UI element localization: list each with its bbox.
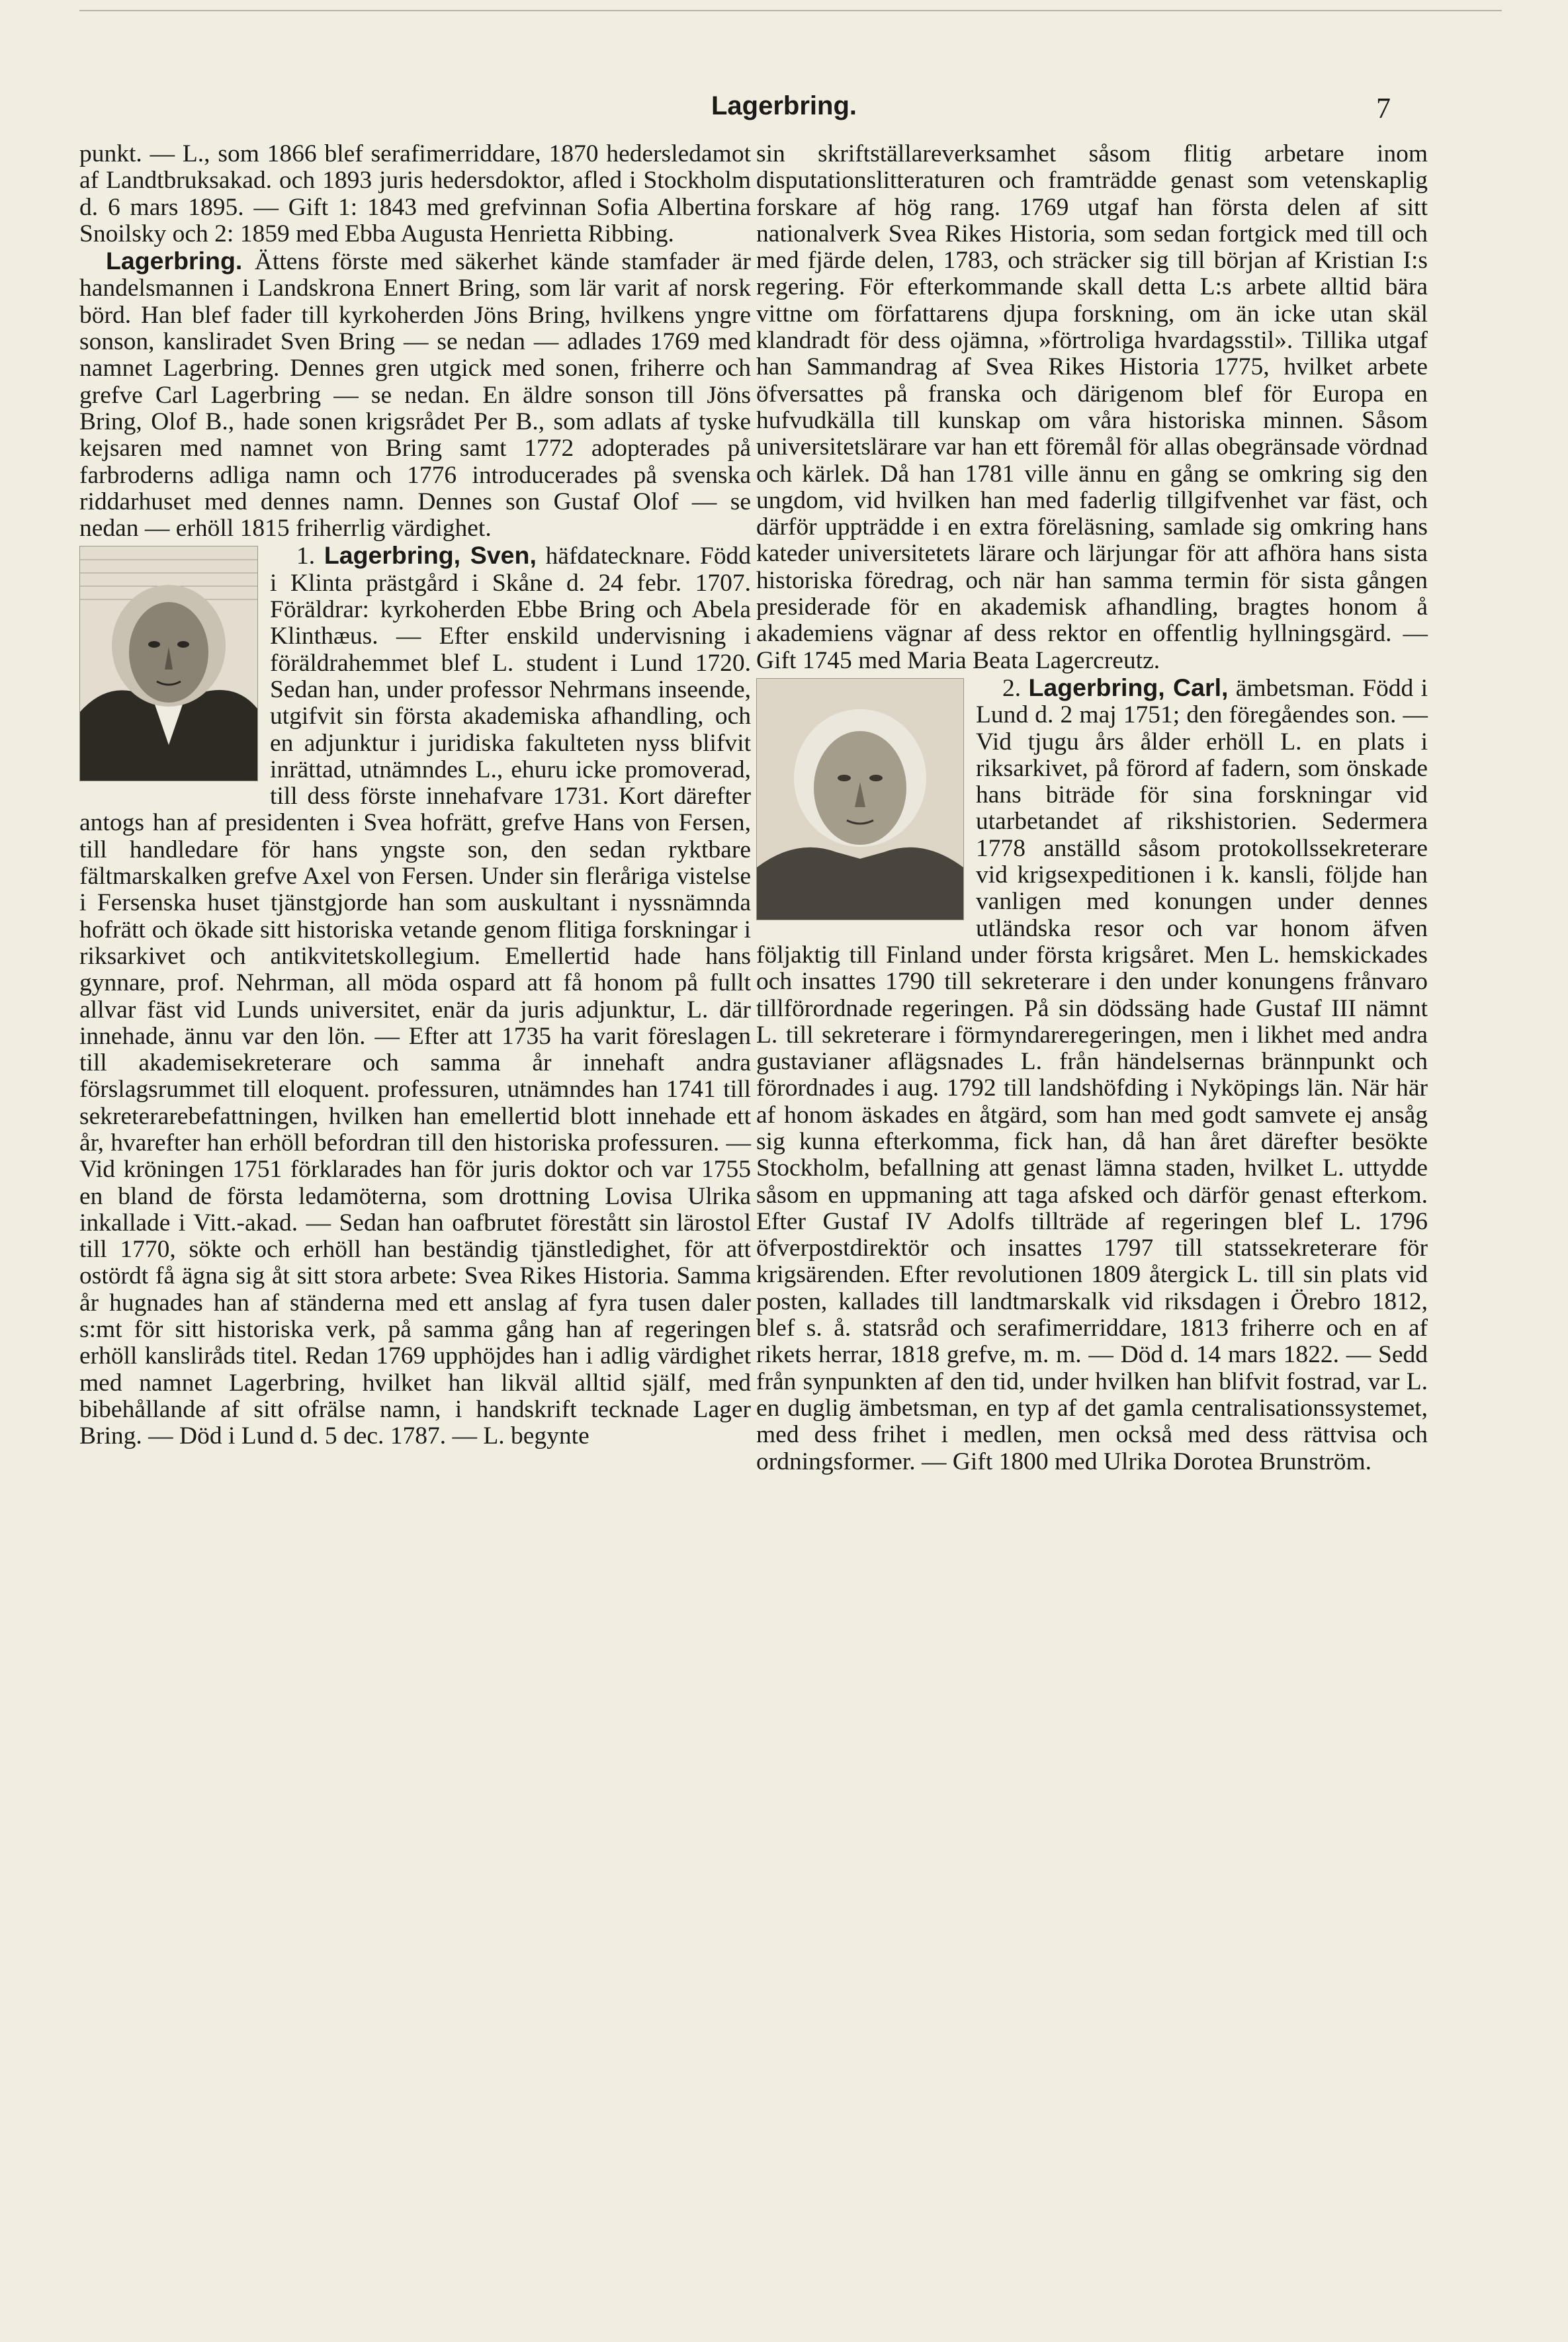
family-heading: Lagerbring. xyxy=(106,247,243,275)
family-paragraph xyxy=(79,247,751,542)
right-column xyxy=(756,141,1428,1475)
entry-number: 1. xyxy=(296,542,316,570)
entry-text: ämbetsman. Född i Lund d. 2 maj 1751; den föregåendes son. — Vid tjugu års ålder erhöll L. en plats i riksarkivet, på förord af fadern, som önskade hans biträde för sina forskningar vid utarbetandet af rikshistorien. Sedermera 1778 anställd såsom protokollssekreterare vid krigsexpeditionen i k. kansli, följde han vanligen med konungen under dennes utländska resor och var honom äfven följaktig till Finland under första krigsåret. Men L. hemskickades och insattes 1790 till sekreterare i den under konungens frånvaro tillförordnade regeringen. På sin dödssäng hade Gustaf III nämnt L. till sekreterare i förmyndareregeringen, men i likhet med andra gustavianer aflägsnades L. från händelsernas brännpunkt och förordnades i aug. 1792 till landshöfding i Nyköpings län. När här af honom äskades en åtgärd, som han med godt samvete ej ansåg sig kunna efterkomma, fick han, då han året därefter besökte Stockholm, befallning att genast lämna staden, hvilket L. uttydde såsom en uppmaning att taga afsked och därför genast efterkom. Efter Gustaf IV Adolfs tillträde af regeringen blef L. 1796 öfverpostdirektör och insattes 1797 till statssekreterare för krigsärenden. Efter revolutionen 1809 återgick L. till sin plats vid posten, kallades till landtmarskalk vid riksdagen i Örebro 1812, blef s. å. statsråd och serafimerriddare, 1813 friherre och en af rikets herrar, 1818 grefve, m. m. — Död d. 14 mars 1822. — Sedd från synpunkten af den tid, under hvilken han blifvit fostrad, var L. en duglig ämbetsman, en typ af det gamla centralisationssystemet, med dess frihet i medlen, men också med dess rättvisa och ordningsformer. — Gift 1800 med Ulrika Dorotea Brunström. xyxy=(756,674,1428,1475)
entry-text: häfdatecknare. Född i Klinta prästgård i Skåne d. 24 febr. 1707. Föräldrar: kyrkoherden Ebbe Bring och Abela Klinthæus. — Efter enskild undervisning i föräldrahemmet blef L. student i Lund 1720. Sedan han, under professor Nehrmans inseende, utgifvit sin första akademiska afhandling, och en adjunktur i juridiska fakulteten nyss blifvit inrättad, utnämndes L., ehuru icke promoverad, till dess förste innehafvare 1731. Kort därefter antogs han af presidenten i Svea hofrätt, grefve Hans von Fersen, till handledare för hans yngste son, den sedan ryktbare fältmarskalken grefve Axel von Fersen. Under sin fleråriga vistelse i Fersenska huset tjänstgjorde han som auskultant i nyssnämnda hofrätt och ökade sitt historiska vetande genom flitiga forskningar i riksarkivet och antikvitetskollegium. Emellertid hade hans gynnare, prof. Nehrman, all möda ospard att få honom på fullt allvar fäst vid Lunds universitet, enär da juris adjunktur, L. där innehade, ännu var den lön. — Efter att 1735 ha varit föreslagen till akademisekreterare och samma år innehaft andra förslagsrummet till eloquent. professuren, utnämndes han 1741 till sekreterarebefattningen, hvilken han emellertid blott innehade ett år, hvarefter han erhöll befordran till den historiska professuren. — Vid kröningen 1751 förklarades han för juris doktor och var 1755 en bland de första ledamöterna, som drottning Lovisa Ulrika inkallade i Vitt.-akad. — Sedan han oafbrutet förestått sin lärostol till 1770, sökte och erhöll han beständig tjänstledighet, för att ostördt få ägna sig åt sitt stora arbete: Svea Rikes Historia. Samma år hugnades han af ständerna med ett anslag af fyra tusen daler s:mt för sitt historiska verk, på samma gång han af regeringen erhöll kansliråds titel. Redan 1769 upphöjdes han i adlig värdighet med namnet Lagerbring, hvilket han likväl alltid själf, med bibehållande af sitt ofrälse namn, i handskrift tecknade Lager Bring. — Död i Lund d. 5 dec. 1787. — L. begynte xyxy=(79,542,751,1450)
entry-number: 2. xyxy=(1002,674,1022,702)
intro-paragraph: punkt. — L., som 1866 blef serafimerriddare, 1870 hedersledamot af Landtbruksakad. och 1893 juris hedersdoktor, afled i Stockholm d. 6 mars 1895. — Gift 1: 1843 med grefvinnan Sofia Albertina Snoilsky och 2: 1859 med Ebba Augusta Henrietta Ribbing. xyxy=(79,140,751,247)
family-text: Ättens förste med säkerhet kände stamfader är handelsmannen i Landskrona Ennert Bring, som lär varit af norsk börd. Han blef fader till kyrkoherden Jöns Bring, hvilkens yngre sonson, kansliradet Sven Bring — se nedan — adlades 1769 med namnet Lagerbring. Dennes gren utgick med sonen, friherre och grefve Carl Lagerbring — se nedan. En äldre sonson till Jöns Bring, Olof B., hade sonen krigsrådet Per B., som adlats af tyske kejsaren med namnet von Bring samt 1772 adopterades på farbroderns adliga namn och 1776 introducerades på svenska riddarhuset med dennes namn. Dennes son Gustaf Olof — se nedan — erhöll 1815 friherrlig värdighet. xyxy=(79,248,752,542)
top-rule xyxy=(79,10,1502,11)
page-number: 7 xyxy=(1376,92,1391,124)
entry-heading: Lagerbring, Sven, xyxy=(324,541,537,570)
continued-paragraph: sin skriftställareverksamhet såsom flitig arbetare inom disputationslitteraturen och framträdde genast som vetenskaplig forskare af hög rang. 1769 utgaf han första delen af sitt nationalverk Svea Rikes Historia, som sedan fortgick med till och med fjärde delen, 1783, och sträcker sig till början af Kristian I:s regering. För efterkommande skall detta L:s arbete alltid bära vittne om författarens djupa forskning, om än icke utan skäl klandradt för dess ojämna, »förtroliga hvardagsstil». Tillika utgaf han Sammandrag af Svea Rikes Historia 1775, hvilket arbete öfversattes på franska och därigenom blef för Europa en hufvudkälla till kunskap om våra historiska minnen. Såsom universitetslärare var han ett föremål för allas obegränsade vördnad och kärlek. Då han 1781 ville ännu en gång se omkring sig den ungdom, vid hvilken han med faderlig tillgifvenhet var fäst, och därför uppträdde i en extra föreläsning, samlade sig omkring hans kateder universitetets lärare och lärjungar för att afhöra hans sista historiska föredrag, och när han samma termin för sista gången presiderade för en akademisk afhandling, bragtes honom å akademiens vägnar af dess rektor en offentlig hyllningsgärd. — Gift 1745 med Maria Beata Lagercreutz. xyxy=(756,140,1428,674)
running-head: Lagerbring. xyxy=(711,91,857,120)
entry-heading: Lagerbring, Carl, xyxy=(1028,673,1229,701)
portrait-carl-lagerbring xyxy=(756,678,964,920)
entry-sven xyxy=(79,542,751,1450)
left-column xyxy=(79,141,751,1450)
portrait-sven-lagerbring xyxy=(79,546,258,781)
entry-carl xyxy=(756,674,1428,1475)
